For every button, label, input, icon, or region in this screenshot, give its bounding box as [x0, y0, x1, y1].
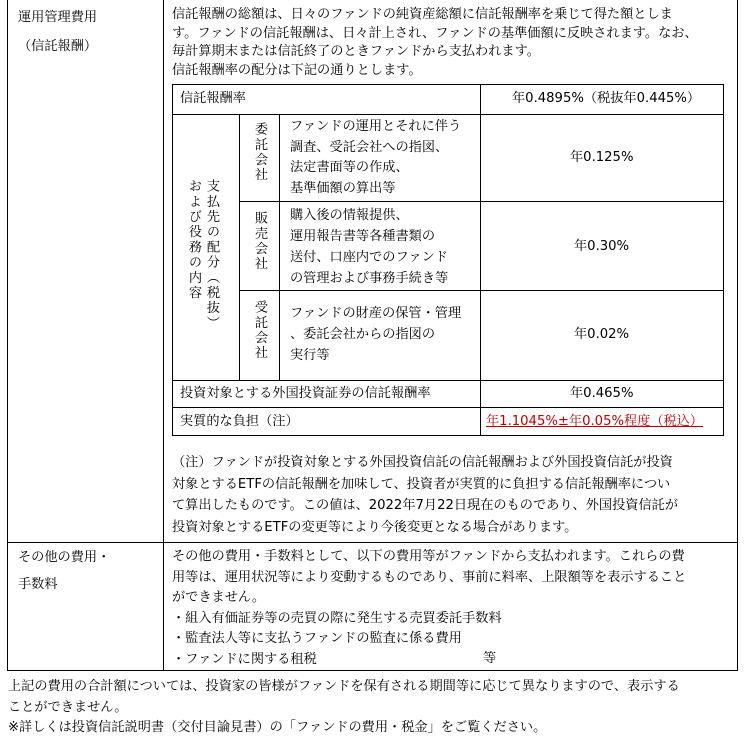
outer-right-border: [737, 0, 738, 671]
row2-label-line2: 手数料: [18, 577, 58, 592]
fee-table-line: [172, 114, 724, 115]
desc-line: ファンドの財産の保管・管理: [290, 306, 462, 321]
fee-table-top: [172, 84, 724, 85]
payee-value: 年0.125%: [570, 150, 634, 165]
row1-label: [18, 8, 97, 57]
row1-label-line2: （信託報酬）: [18, 39, 98, 54]
fee-table-line: [172, 380, 724, 381]
fee-table-line: [239, 290, 724, 291]
payee-desc: [290, 117, 461, 199]
footer-line: ことができません。: [8, 699, 128, 715]
fee-table-left: [172, 84, 173, 436]
foreign-value: 年0.465%: [570, 386, 634, 401]
row2-line: 用等は、運用状況等により変動するものであり、事前に料率、上限額等を表示すること: [172, 569, 687, 585]
row1-intro: [172, 6, 698, 80]
allocation-group-col1: 支払先の配分（税抜）: [204, 179, 219, 331]
effective-label: 実質的な負担（注）: [180, 414, 299, 429]
desc-line: 、委託会社からの指図の: [290, 327, 436, 342]
note-line: て算出したものです。この値は、2022年7月22日現在のものであり、外国投資信託が: [172, 498, 679, 513]
fee-table-line: [480, 84, 481, 436]
outer-left-border: [7, 0, 8, 671]
desc-line: 運用報告書等各種書類の: [290, 229, 436, 244]
row2-line: ができません。: [172, 590, 266, 605]
payee-name: 販売会社: [252, 211, 267, 272]
row2-line: ・監査法人等に支払うファンドの監査に係る費用: [172, 631, 462, 646]
desc-line: 調査、受託会社への指図、: [290, 139, 449, 155]
footer-line: ※詳しくは投資信託説明書（交付目論見書）の「ファンドの費用・税金」をご覧ください。: [8, 720, 547, 735]
note-line: 投資対象とするETFの変更等により今後変更となる場合があります。: [172, 519, 578, 535]
rate-label: 信託報酬率: [180, 91, 246, 106]
footer-text: [8, 677, 680, 739]
row2-line: その他の費用・手数料として、以下の費用等がファンドから支払われます。これらの費: [172, 549, 685, 564]
payee-desc: [290, 205, 448, 289]
row2-text: [172, 547, 686, 670]
outer-bottom-border: [7, 670, 738, 671]
desc-line: 購入後の情報提供、: [290, 208, 409, 223]
row2-label-line1: その他の費用・: [18, 550, 111, 565]
desc-line: ファンドの運用とそれに伴う: [290, 119, 462, 134]
fee-table: [172, 84, 724, 436]
fee-table-line: [239, 114, 240, 380]
intro-line: 信託報酬率の配分は下記の通りとします。: [172, 62, 422, 78]
fee-table-bottom: [172, 435, 724, 436]
fee-table-line: [279, 114, 280, 380]
effective-value: 年1.1045%±年0.05%程度（税込）: [486, 414, 704, 429]
desc-line: の管理および事務手続き等: [290, 271, 449, 286]
payee-desc: [290, 303, 461, 366]
foreign-label: 投資対象とする外国投資証券の信託報酬率: [180, 386, 431, 401]
allocation-group-label: [184, 179, 220, 379]
note-line: 対象とするETFの信託報酬を加味して、投資者が実質的に負担する信託報酬率につい: [172, 476, 671, 492]
allocation-group-col2: および役務の内容: [186, 179, 201, 301]
outer-divider: [163, 0, 164, 671]
intro-line: 毎計算期末または信託終了のときファンドから支払われます。: [172, 44, 540, 59]
payee-name: 委託会社: [252, 122, 267, 183]
intro-line: 信託報酬の総額は、日々のファンドの純資産総額に信託報酬率を乗じて得た額としま: [172, 7, 673, 22]
payee-value: 年0.30%: [574, 239, 630, 254]
desc-line: 基準価額の算出等: [290, 180, 396, 196]
fee-table-line: [239, 201, 724, 202]
row-divider: [7, 542, 738, 543]
payee-name: 受託会社: [252, 300, 267, 361]
desc-line: 法定書面等の作成、: [290, 160, 409, 175]
footer-line: 上記の費用の合計額については、投資家の皆様がファンドを保有される期間等に応じて異なりますので、表示する: [8, 679, 680, 694]
fee-table-right: [723, 84, 724, 436]
row1-label-line1: 運用管理費用: [18, 10, 98, 25]
desc-line: 送付、口座内でのファンド: [290, 250, 448, 265]
intro-line: す。ファンドの信託報酬は、日々計上され、ファンドの基準価額に反映されます。なお、: [172, 25, 698, 41]
fee-table-line: [172, 407, 724, 408]
fee-note: [172, 452, 678, 538]
row2-label: [18, 548, 110, 595]
row2-line: ・組入有価証券等の売買の際に発生する売買委託手数料: [172, 610, 502, 626]
desc-line: 実行等: [290, 348, 330, 363]
rate-value: 年0.4895%（税抜年0.445%）: [512, 91, 701, 106]
row2-line: ・ファンドに関する租税: [172, 651, 317, 667]
note-line: （注）ファンドが投資対象とする外国投資信託の信託報酬および外国投資信託が投資: [172, 455, 673, 470]
row2-etc: 等: [483, 651, 497, 666]
payee-value: 年0.02%: [574, 327, 630, 342]
